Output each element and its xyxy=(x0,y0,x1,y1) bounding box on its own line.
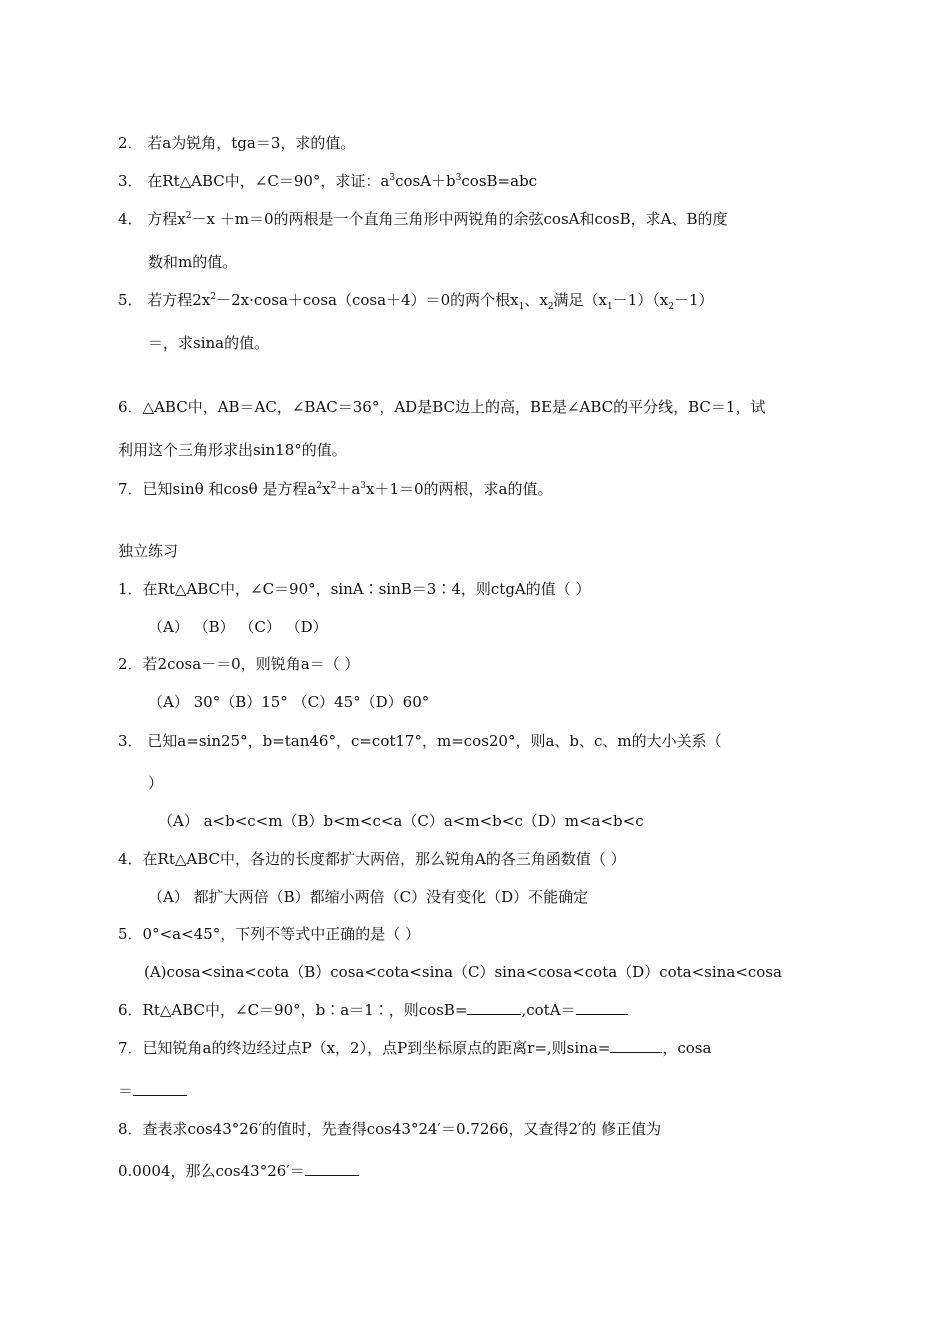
question-text: 3． 在Rt△ABC中，∠C＝90°，求证：a xyxy=(118,172,390,190)
question-5 xyxy=(118,290,714,310)
question-text: cosA＋b xyxy=(395,172,456,190)
question-text: 2． 若a为锐角，tga＝3，求的值。 xyxy=(118,134,356,152)
options-text: (A)cosa<sina<cota（B）cosa<cota<sina（C）sina<cosa<cota（D）cota<sina<cosa xyxy=(144,963,782,981)
question-text: 6．△ABC中，AB＝AC，∠BAC＝36°，AD是BC边上的高，BE是∠ABC的平分线，BC＝1，试 xyxy=(118,398,766,416)
question-text: ＋a xyxy=(336,480,361,498)
superscript: 3 xyxy=(455,173,462,183)
answer-blank[interactable] xyxy=(133,1081,187,1096)
question-5-continued xyxy=(148,333,269,353)
exercise-4-options xyxy=(148,887,588,907)
superscript: 3 xyxy=(389,173,396,183)
section-title xyxy=(118,541,178,561)
subscript: 2 xyxy=(668,302,674,312)
exercise-2-options xyxy=(148,692,429,712)
options-text: （A） （B） （C） （D） xyxy=(148,618,328,636)
question-6-continued xyxy=(118,440,347,460)
question-text: 数和m的值。 xyxy=(148,253,238,271)
exercise-5 xyxy=(118,924,420,944)
superscript: 3 xyxy=(360,481,366,491)
subscript: 1 xyxy=(607,302,613,312)
question-text: 3． 已知a=sin25°，b=tan46°，c=cot17°，m=cos20°，则a、b、c、m的大小关系（ xyxy=(118,732,722,750)
question-text: x＋1＝0的两根，求a的值。 xyxy=(366,480,553,498)
question-text: 利用这个三角形求出sin18°的值。 xyxy=(118,441,347,459)
options-text: （A） 30°（B）15° （C）45°（D）60° xyxy=(148,693,430,711)
question-3 xyxy=(118,171,537,191)
question-text: ） xyxy=(148,774,164,792)
question-text: 7．已知sinθ 和cosθ 是方程a xyxy=(118,480,317,498)
exercise-7 xyxy=(118,1038,711,1058)
exercise-6 xyxy=(118,1000,628,1020)
question-text: x xyxy=(322,480,331,498)
question-text: ,cotA＝ xyxy=(521,1001,576,1019)
question-text: 2．若2cosa－＝0，则锐角a＝（ ） xyxy=(118,655,360,673)
question-text: cosB=abc xyxy=(461,172,538,190)
exercise-1-options xyxy=(148,617,328,637)
question-text: 5． 若方程2x xyxy=(118,291,211,309)
question-text: 5．0°<a<45°，下列不等式中正确的是（ ） xyxy=(118,925,421,943)
superscript: 2 xyxy=(210,292,217,302)
superscript: 2 xyxy=(316,481,323,491)
question-text: 0.0004，那么cos43°26′＝ xyxy=(118,1162,305,1180)
superscript: 2 xyxy=(185,211,192,221)
options-text: （A） 都扩大两倍（B）都缩小两倍（C）没有变化（D）不能确定 xyxy=(148,888,589,906)
question-text: 6．Rt△ABC中，∠C＝90°，b∶a＝1∶，则cosB= xyxy=(118,1001,468,1019)
exercise-5-options xyxy=(144,962,782,982)
question-text: －x ＋m＝0的两根是一个直角三角形中两锐角的余弦cosA和cosB，求A、B的度 xyxy=(191,210,728,228)
question-text: ＝ xyxy=(118,1082,134,1100)
answer-blank[interactable] xyxy=(467,1000,521,1015)
exercise-8 xyxy=(118,1119,661,1139)
exercise-8-continued xyxy=(118,1161,359,1181)
exercise-3-continued xyxy=(148,773,163,793)
question-text: －1）（x xyxy=(612,291,669,309)
question-text: ＝，求sina的值。 xyxy=(148,334,270,352)
question-4 xyxy=(118,209,727,229)
question-text: 1．在Rt△ABC中，∠C＝90°，sinA∶sinB＝3∶4，则ctgA的值（ ） xyxy=(118,580,591,598)
subscript: 1 xyxy=(518,302,525,312)
question-4-continued xyxy=(148,252,237,272)
question-text: 、x xyxy=(524,291,548,309)
options-text: （A） a<b<c<m（B）b<m<c<a（C）a<m<b<c（D）m<a<b<c xyxy=(158,812,644,830)
question-text: 满足（x xyxy=(553,291,608,309)
question-6 xyxy=(118,397,765,417)
question-text: 8．查表求cos43°26′的值时，先查得cos43°24′＝0.7266，又查得2′的 修正值为 xyxy=(118,1120,662,1138)
section-title-text: 独立练习 xyxy=(118,542,179,560)
question-text: 7．已知锐角a的终边经过点P（x，2），点P到坐标原点的距离r=,则sina= xyxy=(118,1039,611,1057)
exercise-1 xyxy=(118,579,591,599)
exercise-3 xyxy=(118,731,722,751)
subscript: 2 xyxy=(547,302,554,312)
superscript: 2 xyxy=(330,481,337,491)
answer-blank[interactable] xyxy=(576,1000,628,1015)
question-text: －1） xyxy=(674,291,714,309)
question-text: 4．在Rt△ABC中，各边的长度都扩大两倍，那么锐角A的各三角函数值（ ） xyxy=(118,850,626,868)
answer-blank[interactable] xyxy=(610,1038,662,1053)
exercise-3-options xyxy=(158,811,644,831)
exercise-7-continued xyxy=(118,1081,187,1101)
question-text: ，cosa xyxy=(662,1039,712,1057)
exercise-2 xyxy=(118,654,359,674)
question-text: 4． 方程x xyxy=(118,210,186,228)
question-7 xyxy=(118,479,553,499)
question-2 xyxy=(118,133,355,153)
question-text: －2x·cosa＋cosa（cosa＋4）＝0的两个根x xyxy=(216,291,519,309)
answer-blank[interactable] xyxy=(305,1161,359,1176)
exercise-4 xyxy=(118,849,626,869)
